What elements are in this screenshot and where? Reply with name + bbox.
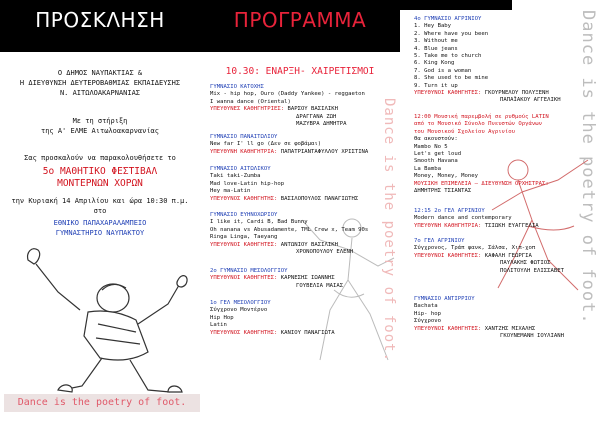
school-name: 1ο ΓΕΛ ΜΕΣΟΛΟΓΓΙΟΥ [210, 300, 271, 306]
song-title: 4. Blue jeans [414, 45, 458, 52]
interlude-sub: Θα ακουστούν: [414, 136, 458, 143]
song-title: 6. King Kong [414, 60, 455, 67]
teacher-name: ΔΗΜΗΤΡΗΣ ΤΣΙΑΝΤΑΣ [414, 188, 472, 195]
teachers-label: ΥΠΕΥΘΥΝΟΣ ΚΑΘΗΓΗΤΗΣ: [210, 329, 278, 336]
program-title: ΠΡΟΓΡΑΜΜΑ [233, 8, 367, 32]
song-title: 7. God is a woman [414, 67, 472, 74]
school-name: 7ο ΓΕΛ ΑΓΡΙΝΙΟΥ [414, 238, 465, 244]
song-title: Latin [210, 322, 227, 329]
program-entry [414, 238, 582, 275]
song-title: Hip Hop [210, 314, 234, 321]
song-title: Mad love-Latin hip-hop [210, 180, 285, 187]
teacher-name: ΚΑΦΑΛΗ ΓΕΩΡΓΙΑ [484, 252, 532, 259]
song-title: 9. Turn it up [414, 82, 458, 89]
teachers-label: ΥΠΕΥΘΥΝΟΙ ΚΑΘΗΓΗΤΕΣ: [210, 241, 278, 248]
invite-line: Σας προσκαλούν να παρακολουθήσετε το [24, 154, 176, 162]
organizer-line: Ν. ΑΙΤΩΛΟΑΚΑΡΝΑΝΙΑΣ [59, 89, 141, 97]
venue-line: ΕΘΝΙΚΟ ΠΑΠΑΧΑΡΑΛΑΜΠΕΙΟ [53, 219, 147, 227]
program-continued-panel [400, 0, 600, 425]
song-title: 8. She used to be mine [414, 75, 489, 82]
song-title: Σύγχρονο Μοντέρνο [210, 307, 268, 314]
invitation-header-bar [0, 0, 200, 52]
venue [0, 218, 200, 238]
organizer-line: Ο ΔΗΜΟΣ ΝΑΥΠΑΚΤΙΑΣ & [57, 69, 143, 77]
teachers-label: ΥΠΕΥΘΥΝΟΣ ΚΑΘΗΓΗΤΗΣ: [210, 195, 278, 202]
date-line: την Κυριακή 14 Απριλίου και ώρα 10:30 π.μ. [11, 197, 189, 205]
top-strip [400, 0, 512, 10]
teacher-name: ΚΑΡΝΕΣΗΣ ΙΩΑΝΝΗΣ [280, 275, 335, 282]
song-title: Bachata [414, 303, 438, 310]
song-title: Let's get loud [414, 151, 462, 158]
vertical-slogan: Dance is the poetry of foot. [578, 10, 598, 325]
festival-name [0, 166, 200, 190]
teacher-name: ΚΑΝΙΟΥ ΠΑΝΑΓΙΩΤΑ [280, 329, 335, 336]
song-title: Ringa Linga, Taeyang [210, 234, 278, 241]
interlude-line: από το Μουσικό Σύνολο Πνευστών Οργάνων [414, 121, 542, 128]
program-entry [414, 16, 582, 105]
festival-line: ΜΟΝΤΕΡΝΩΝ ΧΟΡΩΝ [57, 178, 143, 189]
teachers-label: ΥΠΕΥΘΥΝΗ ΚΑΘΗΓΗΤΡΙΑ: [414, 222, 482, 229]
date-line: στο [93, 207, 107, 215]
event-date [0, 196, 200, 216]
song-title: Money, Money, Money [414, 173, 478, 180]
teacher-name: ΧΡΟΝΟΠΟΥΛΟΥ ΕΛΕΝΗ [296, 249, 354, 256]
song-title: Mix - hip hop, Ouro (Daddy Yankee) - reggaeton [210, 91, 365, 98]
teachers-label: ΥΠΕΥΘΥΝΟΙ ΚΑΘΗΓΗΤΕΣ: [414, 252, 482, 259]
program-entry [414, 208, 582, 230]
support-note [0, 116, 200, 136]
teachers-label: ΥΠΕΥΘΥΝΟΙ ΚΑΘΗΓΗΤΕΣ: [210, 275, 278, 282]
opening-time: 10.30: ΕΝΑΡΞΗ- ΧΑΙΡΕΤΙΣΜΟΙ [225, 66, 375, 77]
teacher-name: ΠΑΠΑΤΡΙΑΝΤΑΦΥΛΛΟΥ ΧΡΙΣΤΙΝΑ [280, 148, 369, 155]
song-title: La Bamba [414, 165, 441, 172]
invitation-title: ΠΡΟΣΚΛΗΣΗ [35, 8, 165, 32]
program-entry [210, 212, 382, 256]
school-name: 12:15 2ο ΓΕΛ ΑΓΡΙΝΙΟΥ [414, 208, 485, 214]
song-title: Σύγχρονο [414, 318, 441, 325]
vertical-slogan: Dance is the poetry of foot. [381, 98, 397, 363]
teacher-name: ΒΑΣΙΛΟΠΟΥΛΟΣ ΠΑΝΑΓΙΩΤΗΣ [280, 195, 359, 202]
teacher-name: ΤΣΙΩΚΗ ΕΥΑΓΓΕΛΙΑ [484, 222, 539, 229]
school-name: ΓΥΜΝΑΣΙΟ ΑΙΤΩΛΙΚΟΥ [210, 166, 271, 172]
support-line: Με τη στήριξη [72, 117, 128, 125]
teacher-name: ΔΡΑΓΓΑΝΑ ΖΩΗ [296, 113, 337, 120]
organizer-line: Η ΔΙΕΥΘΥΝΣΗ ΔΕΥΤΕΡΟΒΑΘΜΙΑΣ ΕΚΠΑΙΔΕΥΣΗΣ [19, 79, 181, 87]
teacher-name: ΓΟΥΒΕΛΙΑ ΜΑΙΑΣ [296, 282, 344, 289]
program-header-bar [200, 0, 400, 52]
slogan-banner: Dance is the poetry of foot. [4, 394, 200, 412]
program-entry [210, 134, 382, 156]
song-title: I wanna dance (Oriental) [210, 98, 291, 105]
teachers-label: ΥΠΕΥΘΥΝΕΣ ΚΑΘΗΓΗΤΡΙΕΣ: [210, 106, 285, 113]
breakdancer-illustration [18, 240, 193, 400]
song-title: 3. Without me [414, 38, 458, 45]
teacher-name: ΓΚΟΥΡΝΕΛΟΥ ΠΟΛΥΞΕΝΗ [484, 90, 549, 97]
venue-line: ΓΥΜΝΑΣΤΗΡΙΟ ΝΑΥΠΑΚΤΟΥ [55, 229, 145, 237]
song-title: Oh nanana vs Abusadamente, TML Crew x, Team 90s [210, 226, 369, 233]
program-entry [414, 296, 582, 340]
school-name: ΓΥΜΝΑΣΙΟ ΑΝΤΙΡΡΙΟΥ [414, 296, 475, 302]
teacher-name: ΠΟΛΙΤΟΥΛΗ ΕΛΙΣΣΑΒΕΤ [500, 267, 564, 274]
school-name: 2ο ΓΥΜΝΑΣΙΟ ΜΕΣΟΛΟΓΓΙΟΥ [210, 268, 288, 274]
teacher-name: ΧΑΝΤΖΗΣ ΜΙΧΑΛΗΣ [484, 325, 536, 332]
program-entry [210, 84, 382, 128]
school-name: ΓΥΜΝΑΣΙΟ ΠΑΝΑΙΤΩΛΙΟΥ [210, 134, 278, 140]
song-title: Modern dance and contemporary [414, 215, 512, 222]
teachers-label: ΥΠΕΥΘΥΝΟΙ ΚΑΘΗΓΗΤΕΣ: [414, 90, 482, 97]
song-title: New far I' ll go (Δεν σε φοβάμαι) [210, 141, 322, 148]
school-name: ΓΥΜΝΑΣΙΟ ΕΥΗΝΟΧΩΡΙΟΥ [210, 212, 278, 218]
teachers-label: ΥΠΕΥΘΥΝΟΙ ΚΑΘΗΓΗΤΕΣ: [414, 325, 482, 332]
song-title: Σύγχρονος, Tράπ φανκ, Σάλσα, Χιπ-χοπ [414, 245, 536, 252]
teacher-name: ΠΑΥΛΑΚΗΣ ΦΩΤΙΟΣ [500, 260, 551, 267]
school-name: 4ο ΓΥΜΝΑΣΙΟ ΑΓΡΙΝΙΟΥ [414, 16, 482, 22]
support-line: της Α' ΕΛΜΕ Αιτωλοακαρνανίας [40, 127, 159, 135]
song-title: Hip- hop [414, 310, 441, 317]
interlude-line: του Μουσικού Σχολείου Αγρινίου [414, 128, 516, 135]
program-panel [200, 0, 400, 425]
program-entry [210, 268, 382, 290]
invitation-panel [0, 0, 200, 425]
organizers [0, 68, 200, 98]
teacher-name: ΒΑΡΣΟΥ ΒΑΣΙΛΙΚΗ [287, 106, 338, 113]
song-title: 5. Take me to church [414, 53, 482, 60]
interlude-line: 12:00 Μουσική παρεμβολή σε ρυθμούς LATIN [414, 114, 549, 120]
program-entry [210, 300, 382, 337]
song-title: Smooth Havana [414, 158, 458, 165]
teacher-name: ΠΑΠΑΪΑΚΟΥ ΑΓΓΕΛΙΚΗ [500, 97, 561, 104]
teachers-label: ΥΠΕΥΘΥΝΗ ΚΑΘΗΓΗΤΡΙΑ: [210, 148, 278, 155]
teachers-label: ΜΟΥΣΙΚΗ ΕΠΙΜΕΛΕΙΑ – ΔΙΕΥΘΥΝΣΗ ΟΡΧΗΣΤΡΑΣ: [414, 180, 549, 187]
teacher-name: ΑΝΤΩΝΙΟΥ ΒΑΣΙΛΙΚΗ [280, 241, 338, 248]
teacher-name: ΜΑΖΥΒΡΑ ΔΗΜΗΤΡΑ [296, 121, 347, 128]
teacher-name: ΓΚΟΥΝΕΜΑΝΗ ΙΟΥΛΙΑΝΗ [500, 333, 564, 340]
festival-line: 5ο ΜΑΘΗΤΙΚΟ ΦΕΣΤΙΒΑΛ [42, 166, 158, 177]
song-title: I like it, Cardi B, Bad Bunny [210, 219, 308, 226]
music-interlude [414, 114, 582, 195]
song-title: Taki taki-Zumba [210, 173, 261, 180]
song-title: Hey ma-Latin [210, 188, 251, 195]
song-title: 1. Hey Baby [414, 23, 452, 30]
school-name: ΓΥΜΝΑΣΙΟ ΚΑΤΟΧΗΣ [210, 84, 264, 90]
program-entry [210, 166, 382, 203]
song-title: 2. Where have you been [414, 30, 489, 37]
song-title: Mambo No 5 [414, 143, 448, 150]
